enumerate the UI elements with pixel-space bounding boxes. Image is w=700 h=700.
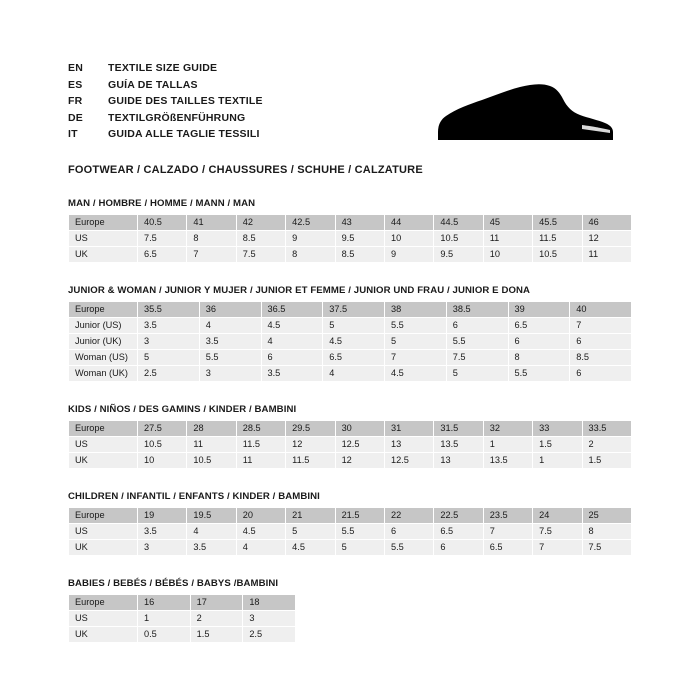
size-cell: 39 [508, 301, 570, 317]
table-row [69, 626, 296, 642]
table-row [69, 214, 632, 230]
size-cell: 38.5 [446, 301, 508, 317]
size-cell: 3.5 [187, 539, 236, 555]
size-cell: 40.5 [138, 214, 187, 230]
size-cell: 21 [286, 507, 335, 523]
size-cell: 45 [483, 214, 532, 230]
size-cell: 38 [385, 301, 447, 317]
size-group [68, 491, 632, 556]
size-cell: 18 [243, 594, 296, 610]
size-cell: 41 [187, 214, 236, 230]
size-group [68, 198, 632, 263]
size-cell: 9.5 [434, 246, 483, 262]
size-cell: 8 [582, 523, 631, 539]
size-cell: 8.5 [570, 349, 632, 365]
language-code: DE [68, 111, 83, 124]
size-cell: 8 [286, 246, 335, 262]
size-cell: 9.5 [335, 230, 384, 246]
size-cell: 25 [582, 507, 631, 523]
size-cell: 46 [582, 214, 631, 230]
size-cell: 11.5 [236, 436, 285, 452]
table-row [69, 420, 632, 436]
size-cell: 12 [582, 230, 631, 246]
size-cell: 1 [533, 452, 582, 468]
row-label: US [69, 230, 138, 246]
table-row [69, 349, 632, 365]
size-table [68, 594, 296, 643]
language-row [68, 79, 263, 96]
language-title: TEXTILGRÖßENFÜHRUNG [108, 111, 246, 124]
row-label: UK [69, 539, 138, 555]
size-cell: 19.5 [187, 507, 236, 523]
size-cell: 8 [187, 230, 236, 246]
size-cell: 7.5 [533, 523, 582, 539]
size-cell: 11 [582, 246, 631, 262]
size-cell: 13 [384, 436, 433, 452]
size-cell: 6.5 [508, 317, 570, 333]
size-group-title: JUNIOR & WOMAN / JUNIOR Y MUJER / JUNIOR ET FEMME / JUNIOR UND FRAU / JUNIOR E DONA [68, 284, 531, 296]
size-table [68, 301, 632, 382]
size-cell: 1 [138, 610, 191, 626]
size-table [68, 507, 632, 556]
size-cell: 4.5 [385, 365, 447, 381]
language-row [68, 62, 263, 79]
language-code: ES [68, 78, 83, 91]
size-cell: 2 [190, 610, 243, 626]
row-label: Woman (US) [69, 349, 138, 365]
size-cell: 8.5 [236, 230, 285, 246]
size-cell: 5.5 [508, 365, 570, 381]
size-cell: 5.5 [335, 523, 384, 539]
size-cell: 10.5 [434, 230, 483, 246]
size-cell: 36.5 [261, 301, 323, 317]
size-cell: 3 [138, 539, 187, 555]
table-row [69, 365, 632, 381]
size-group-title: CHILDREN / INFANTIL / ENFANTS / KINDER / BAMBINI [68, 490, 320, 502]
size-cell: 11 [187, 436, 236, 452]
language-row [68, 128, 263, 145]
size-cell: 40 [570, 301, 632, 317]
size-cell: 2 [582, 436, 631, 452]
size-cell: 36 [199, 301, 261, 317]
size-group [68, 404, 632, 469]
row-label: Europe [69, 214, 138, 230]
size-cell: 6.5 [138, 246, 187, 262]
size-cell: 8.5 [335, 246, 384, 262]
size-cell: 4 [323, 365, 385, 381]
size-cell: 13 [434, 452, 483, 468]
size-cell: 5 [446, 365, 508, 381]
size-group-title: BABIES / BEBÉS / BÉBÉS / BABYS /BAMBINI [68, 577, 279, 589]
size-group [68, 578, 632, 643]
size-cell: 7 [533, 539, 582, 555]
size-cell: 9 [286, 230, 335, 246]
size-cell: 27.5 [138, 420, 187, 436]
size-cell: 3 [138, 333, 200, 349]
size-cell: 12 [286, 436, 335, 452]
size-cell: 2.5 [243, 626, 296, 642]
size-cell: 22 [384, 507, 433, 523]
size-cell: 13.5 [434, 436, 483, 452]
size-cell: 7.5 [138, 230, 187, 246]
row-label: Junior (UK) [69, 333, 138, 349]
row-label: UK [69, 246, 138, 262]
size-cell: 7.5 [236, 246, 285, 262]
size-table [68, 420, 632, 469]
size-cell: 33.5 [582, 420, 631, 436]
size-cell: 6 [384, 523, 433, 539]
size-cell: 12.5 [384, 452, 433, 468]
row-label: US [69, 523, 138, 539]
size-cell: 30 [335, 420, 384, 436]
dress-shoe-icon [430, 76, 620, 146]
size-cell: 6.5 [434, 523, 483, 539]
size-cell: 5 [385, 333, 447, 349]
size-group-title: KIDS / NIÑOS / DES GAMINS / KINDER / BAMBINI [68, 403, 297, 415]
table-row [69, 523, 632, 539]
size-cell: 3.5 [261, 365, 323, 381]
size-cell: 6 [570, 365, 632, 381]
size-cell: 17 [190, 594, 243, 610]
size-cell: 4 [261, 333, 323, 349]
language-code: FR [68, 95, 83, 107]
row-label: US [69, 436, 138, 452]
size-cell: 22.5 [434, 507, 483, 523]
row-label: US [69, 610, 138, 626]
row-label: UK [69, 452, 138, 468]
document-header [68, 62, 632, 145]
size-cell: 43 [335, 214, 384, 230]
table-row [69, 539, 632, 555]
size-cell: 4.5 [323, 333, 385, 349]
table-row [69, 301, 632, 317]
language-title: TEXTILE SIZE GUIDE [108, 62, 218, 74]
size-cell: 11 [236, 452, 285, 468]
size-cell: 6.5 [483, 539, 532, 555]
size-cell: 3.5 [138, 317, 200, 333]
size-cell: 1.5 [582, 452, 631, 468]
row-label: Europe [69, 301, 138, 317]
size-cell: 1 [483, 436, 532, 452]
table-row [69, 317, 632, 333]
table-row [69, 436, 632, 452]
size-cell: 10 [384, 230, 433, 246]
size-cell: 35.5 [138, 301, 200, 317]
row-label: Europe [69, 507, 138, 523]
size-cell: 24 [533, 507, 582, 523]
size-cell: 3 [243, 610, 296, 626]
row-label: Europe [69, 420, 138, 436]
table-row [69, 594, 296, 610]
size-cell: 3.5 [138, 523, 187, 539]
size-cell: 42 [236, 214, 285, 230]
size-group-title: MAN / HOMBRE / HOMME / MANN / MAN [68, 197, 256, 209]
size-cell: 33 [533, 420, 582, 436]
size-cell: 7 [570, 317, 632, 333]
size-cell: 6.5 [323, 349, 385, 365]
size-cell: 7.5 [582, 539, 631, 555]
size-cell: 10 [138, 452, 187, 468]
size-cell: 1.5 [190, 626, 243, 642]
size-cell: 4.5 [261, 317, 323, 333]
language-code: EN [68, 62, 83, 74]
size-cell: 21.5 [335, 507, 384, 523]
size-cell: 13.5 [483, 452, 532, 468]
size-cell: 11.5 [533, 230, 582, 246]
size-groups-container [68, 198, 632, 643]
size-cell: 20 [236, 507, 285, 523]
size-cell: 6 [570, 333, 632, 349]
size-cell: 5.5 [199, 349, 261, 365]
language-title-list-body [68, 62, 263, 145]
size-cell: 28.5 [236, 420, 285, 436]
size-cell: 3.5 [199, 333, 261, 349]
size-cell: 10 [483, 246, 532, 262]
size-cell: 6 [434, 539, 483, 555]
table-row [69, 230, 632, 246]
size-cell: 5.5 [446, 333, 508, 349]
size-cell: 5.5 [384, 539, 433, 555]
size-cell: 6 [508, 333, 570, 349]
row-label: Junior (US) [69, 317, 138, 333]
size-cell: 32 [483, 420, 532, 436]
size-cell: 5 [323, 317, 385, 333]
size-cell: 0.5 [138, 626, 191, 642]
size-cell: 7 [385, 349, 447, 365]
size-cell: 11 [483, 230, 532, 246]
language-row [68, 112, 263, 129]
table-row [69, 452, 632, 468]
size-cell: 1.5 [533, 436, 582, 452]
size-cell: 7.5 [446, 349, 508, 365]
size-cell: 29.5 [286, 420, 335, 436]
size-cell: 28 [187, 420, 236, 436]
size-cell: 6 [261, 349, 323, 365]
size-cell: 11.5 [286, 452, 335, 468]
size-cell: 16 [138, 594, 191, 610]
size-cell: 3 [199, 365, 261, 381]
size-cell: 5.5 [385, 317, 447, 333]
size-group [68, 285, 632, 382]
size-cell: 44.5 [434, 214, 483, 230]
size-cell: 19 [138, 507, 187, 523]
size-cell: 44 [384, 214, 433, 230]
size-cell: 8 [508, 349, 570, 365]
size-cell: 6 [446, 317, 508, 333]
size-cell: 4 [236, 539, 285, 555]
size-cell: 2.5 [138, 365, 200, 381]
size-cell: 5 [335, 539, 384, 555]
size-cell: 5 [286, 523, 335, 539]
language-code: IT [68, 128, 78, 140]
size-cell: 4 [187, 523, 236, 539]
section-title: FOOTWEAR / CALZADO / CHAUSSURES / SCHUHE / CALZATURE [68, 163, 423, 176]
size-cell: 31.5 [434, 420, 483, 436]
size-cell: 9 [384, 246, 433, 262]
language-title: GUIDE DES TAILLES TEXTILE [108, 95, 263, 107]
language-title-list [68, 62, 263, 145]
size-cell: 7 [483, 523, 532, 539]
size-cell: 10.5 [533, 246, 582, 262]
size-cell: 23.5 [483, 507, 532, 523]
language-title: GUIDA ALLE TAGLIE TESSILI [108, 128, 260, 140]
size-cell: 7 [187, 246, 236, 262]
row-label: Europe [69, 594, 138, 610]
size-cell: 45.5 [533, 214, 582, 230]
language-title: GUÍA DE TALLAS [108, 78, 198, 91]
table-row [69, 610, 296, 626]
row-label: Woman (UK) [69, 365, 138, 381]
size-cell: 10.5 [187, 452, 236, 468]
table-row [69, 246, 632, 262]
row-label: UK [69, 626, 138, 642]
language-row [68, 95, 263, 112]
size-cell: 31 [384, 420, 433, 436]
size-cell: 5 [138, 349, 200, 365]
size-cell: 12.5 [335, 436, 384, 452]
size-cell: 4 [199, 317, 261, 333]
size-cell: 4.5 [236, 523, 285, 539]
size-cell: 37.5 [323, 301, 385, 317]
size-cell: 4.5 [286, 539, 335, 555]
table-row [69, 333, 632, 349]
table-row [69, 507, 632, 523]
size-cell: 12 [335, 452, 384, 468]
size-cell: 10.5 [138, 436, 187, 452]
size-table [68, 214, 632, 263]
size-cell: 42.5 [286, 214, 335, 230]
